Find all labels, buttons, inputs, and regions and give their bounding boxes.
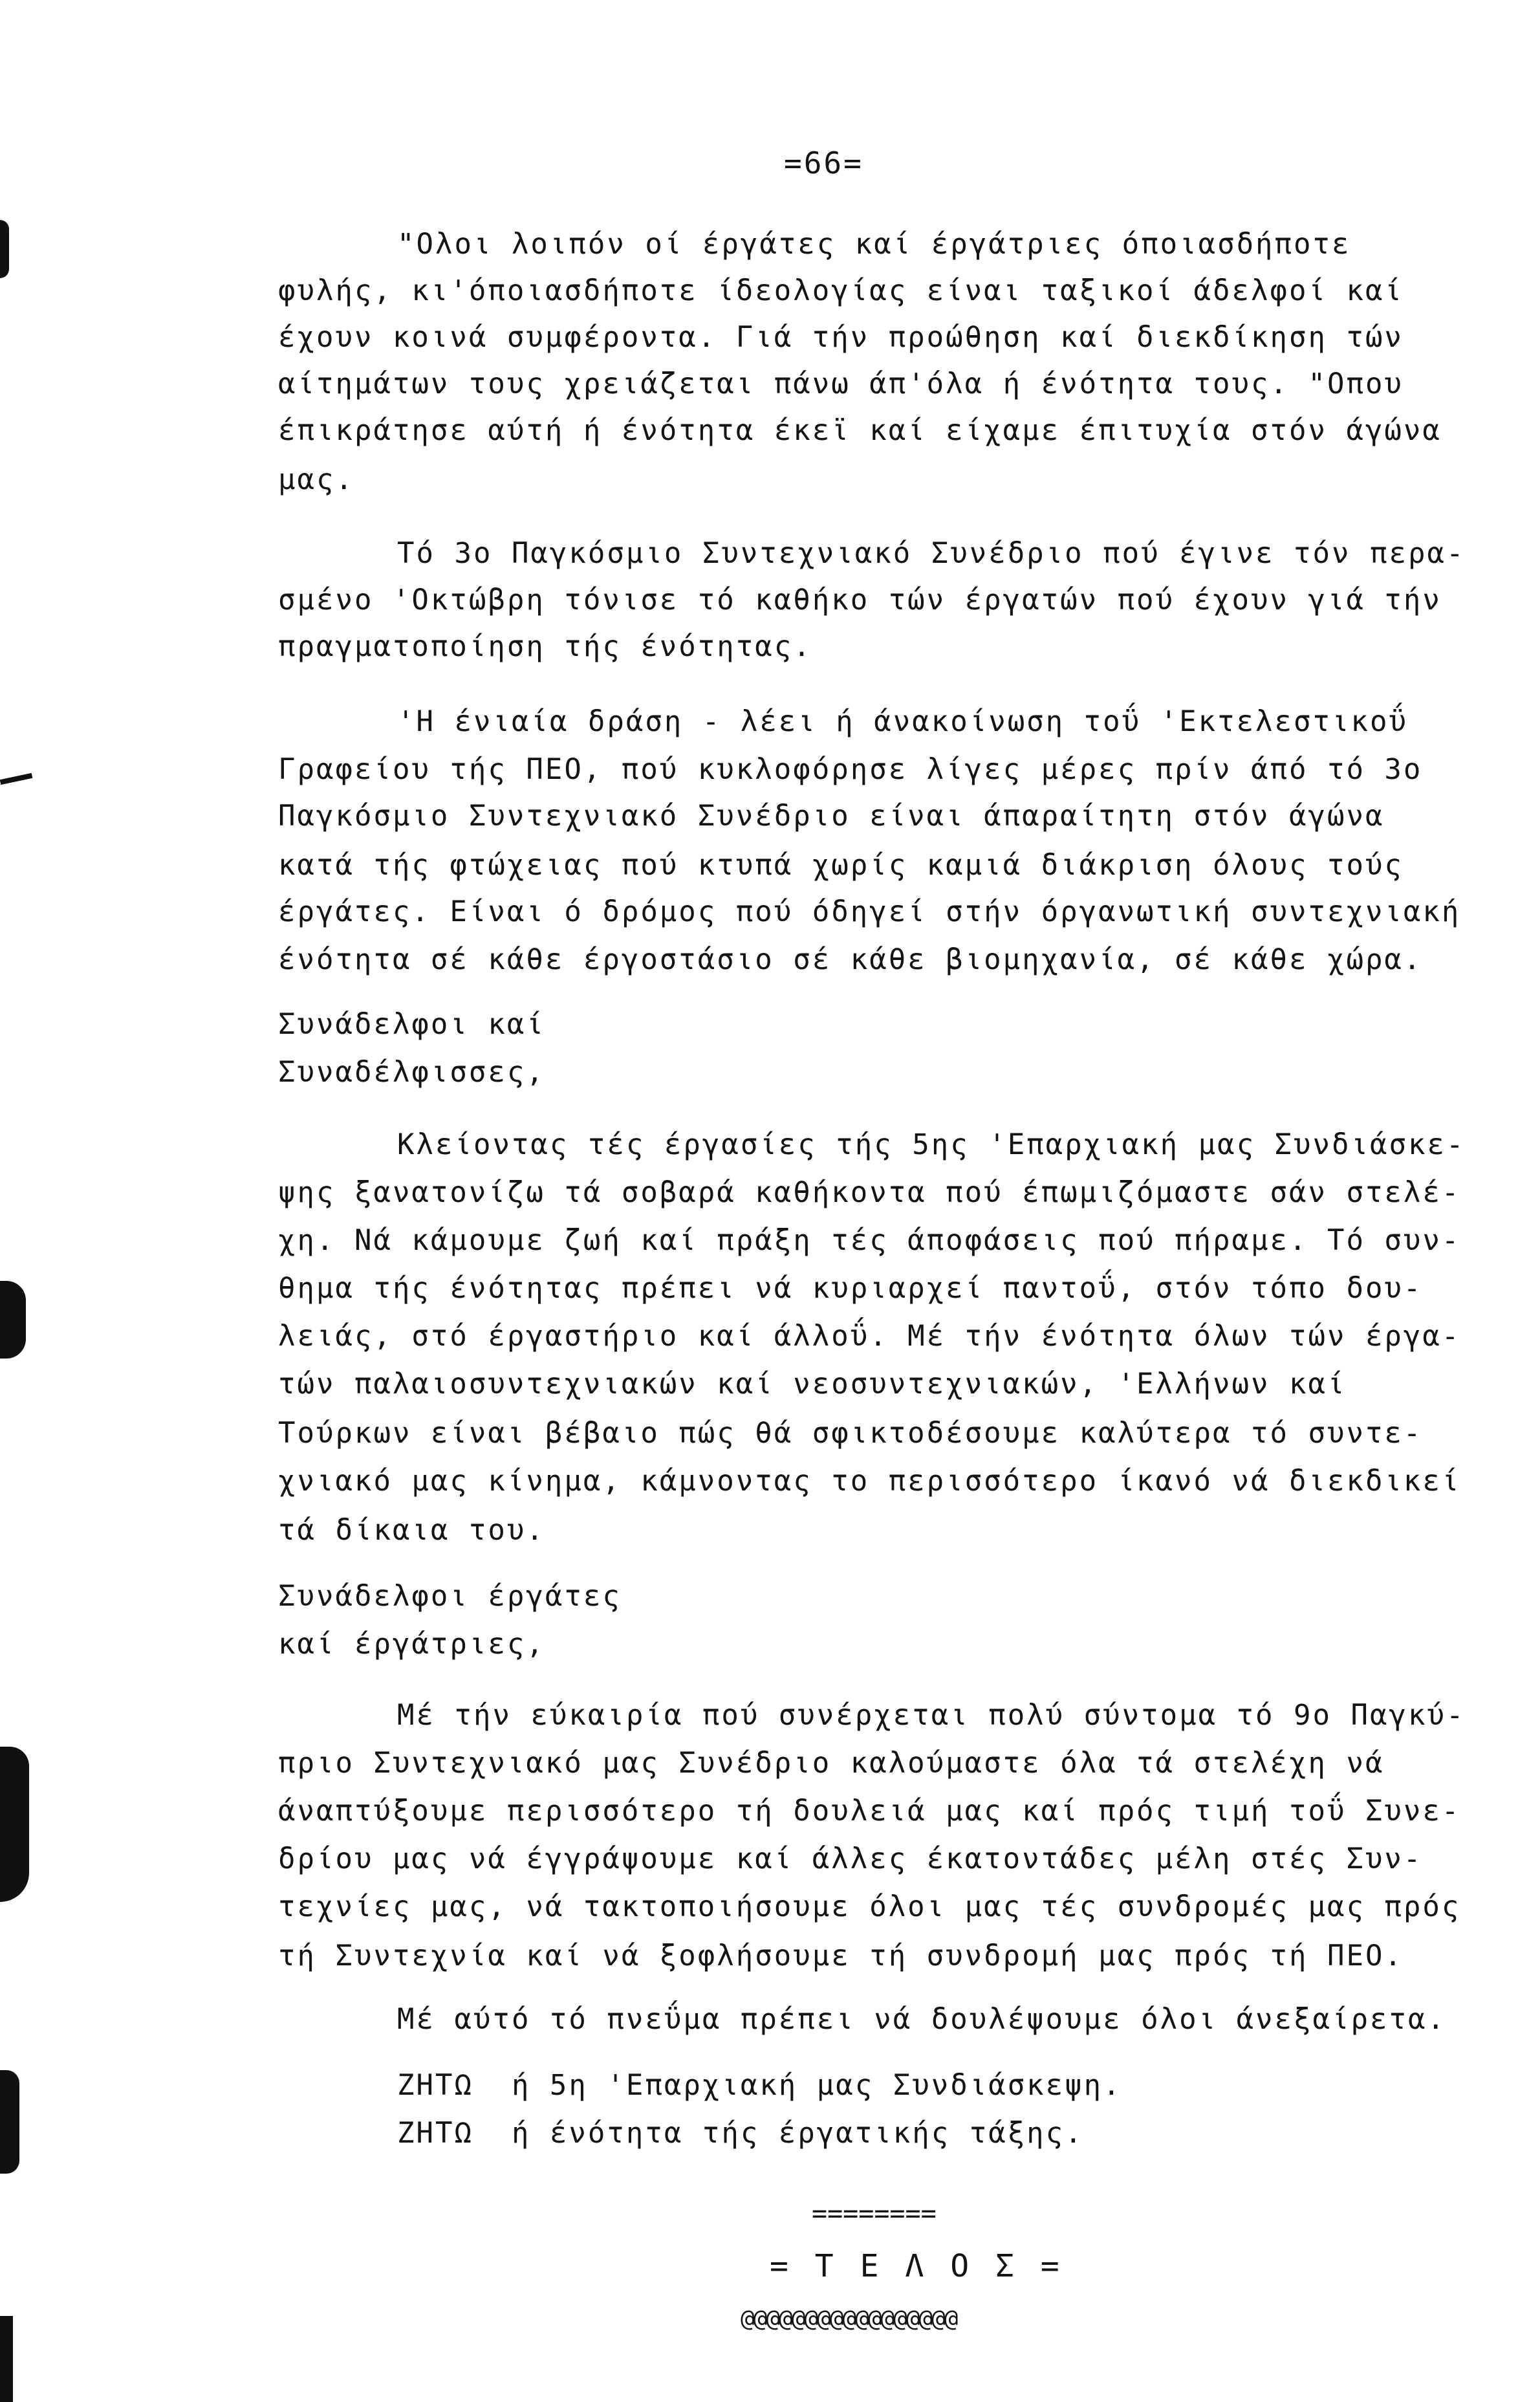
- text-line: πριο Συντεχνιακό μας Συνέδριο καλούμαστε όλα τά στελέχη νά: [278, 1747, 1385, 1780]
- text-line: θημα τής ένότητας πρέπει νά κυριαρχεί παντοΰ, στόν τόπο δου-: [278, 1272, 1423, 1305]
- scan-edge-mark: [0, 220, 9, 278]
- text-line: φυλής, κι'όποιασδήποτε ίδεολογίας είναι ταξικοί άδελφοί καί: [278, 274, 1404, 307]
- text-line: πραγματοποίηση τής ένότητας.: [278, 630, 812, 663]
- text-line: Τούρκων είναι βέβαιο πώς θά σφικτοδέσουμε καλύτερα τό συντε-: [278, 1417, 1423, 1450]
- scan-edge-mark: [0, 2070, 19, 2174]
- end-label: = Τ Ε Λ Ο Σ =: [770, 2248, 1063, 2284]
- page-number: =66=: [784, 146, 863, 180]
- text-line: άναπτύξουμε περισσότερο τή δουλειά μας καί πρός τιμή τοΰ Συνε-: [278, 1795, 1461, 1828]
- text-line: τή Συντεχνία καί νά ξοφλήσουμε τή συνδρομή μας πρός τή ΠΕΟ.: [278, 1939, 1404, 1972]
- at-sign-row: @@@@@@@@@@@@@@@@@: [741, 2306, 957, 2332]
- text-line: χη. Νά κάμουμε ζωή καί πράξη τές άποφάσεις πού πήραμε. Τό συν-: [278, 1224, 1461, 1257]
- text-line: Γραφείου τής ΠΕΟ, πού κυκλοφόρησε λίγες μέρες πρίν άπό τό 3ο: [278, 753, 1423, 786]
- text-line: Μέ αύτό τό πνεΰμα πρέπει νά δουλέψουμε όλοι άνεξαίρετα.: [397, 2003, 1446, 2036]
- scan-edge-mark: [0, 1281, 26, 1359]
- text-line: σμένο 'Οκτώβρη τόνισε τό καθήκο τών έργατών πού έχουν γιά τήν: [278, 584, 1442, 617]
- scan-edge-mark: [0, 773, 32, 785]
- text-line: χνιακό μας κίνημα, κάμνοντας το περισσότερο ίκανό νά διεκδικεί: [278, 1465, 1461, 1498]
- text-line: 'Η ένιαία δράση - λέει ή άνακοίνωση τοΰ 'Εκτελεστικοΰ: [397, 705, 1408, 738]
- salutation: Συνάδελφοι καί: [278, 1008, 545, 1041]
- text-line: λειάς, στό έργαστήριο καί άλλοΰ. Μέ τήν ένότητα όλων τών έργα-: [278, 1320, 1461, 1353]
- salutation: Συναδέλφισσες,: [278, 1056, 545, 1089]
- text-line: έπικράτησε αύτή ή ένότητα έκεϊ καί είχαμε έπιτυχία στόν άγώνα: [278, 414, 1442, 447]
- salutation: Συνάδελφοι έργάτες: [278, 1580, 622, 1613]
- text-line: κατά τής φτώχειας πού κτυπά χωρίς καμιά διάκριση όλους τούς: [278, 849, 1404, 882]
- text-line: αίτημάτων τους χρειάζεται πάνω άπ'όλα ή ένότητα τους. "Οπου: [278, 367, 1404, 400]
- salutation: καί έργάτριες,: [278, 1628, 545, 1661]
- slogan-line: ΖΗΤΩ ή ένότητα τής έργατικής τάξης.: [397, 2117, 1084, 2150]
- text-line: τών παλαιοσυντεχνιακών καί νεοσυντεχνιακών, 'Ελλήνων καί: [278, 1368, 1347, 1401]
- slogan-line: ΖΗΤΩ ή 5η 'Επαρχιακή μας Συνδιάσκεψη.: [397, 2069, 1122, 2102]
- text-line: "Ολοι λοιπόν οί έργάτες καί έργάτριες όποιασδήποτε: [397, 228, 1351, 261]
- scan-edge-mark: [0, 1747, 29, 1902]
- text-line: τεχνίες μας, νά τακτοποιήσουμε όλοι μας τές συνδρομές μας πρός: [278, 1890, 1461, 1923]
- text-line: Μέ τήν εύκαιρία πού συνέρχεται πολύ σύντομα τό 9ο Παγκύ-: [397, 1699, 1466, 1732]
- text-line: Τό 3ο Παγκόσμιο Συντεχνιακό Συνέδριο πού έγινε τόν περα-: [397, 537, 1466, 570]
- scan-edge-mark: [0, 2316, 13, 2402]
- separator-line: ========: [812, 2199, 937, 2229]
- text-line: έχουν κοινά συμφέροντα. Γιά τήν προώθηση καί διεκδίκηση τών: [278, 321, 1404, 354]
- text-line: ψης ξανατονίζω τά σοβαρά καθήκοντα πού έπωμιζόμαστε σάν στελέ-: [278, 1176, 1461, 1209]
- text-line: τά δίκαια του.: [278, 1514, 545, 1547]
- text-line: Παγκόσμιο Συντεχνιακό Συνέδριο είναι άπαραίτητη στόν άγώνα: [278, 800, 1385, 833]
- text-line: Κλείοντας τές έργασίες τής 5ης 'Επαρχιακή μας Συνδιάσκε-: [397, 1128, 1466, 1161]
- text-line: έργάτες. Είναι ό δρόμος πού όδηγεί στήν όργανωτική συντεχνιακή: [278, 895, 1461, 928]
- text-line: δρίου μας νά έγγράψουμε καί άλλες έκατοντάδες μέλη στές Συν-: [278, 1842, 1423, 1875]
- text-line: ένότητα σέ κάθε έργοστάσιο σέ κάθε βιομηχανία, σέ κάθε χώρα.: [278, 943, 1423, 976]
- text-line: μας.: [278, 463, 354, 496]
